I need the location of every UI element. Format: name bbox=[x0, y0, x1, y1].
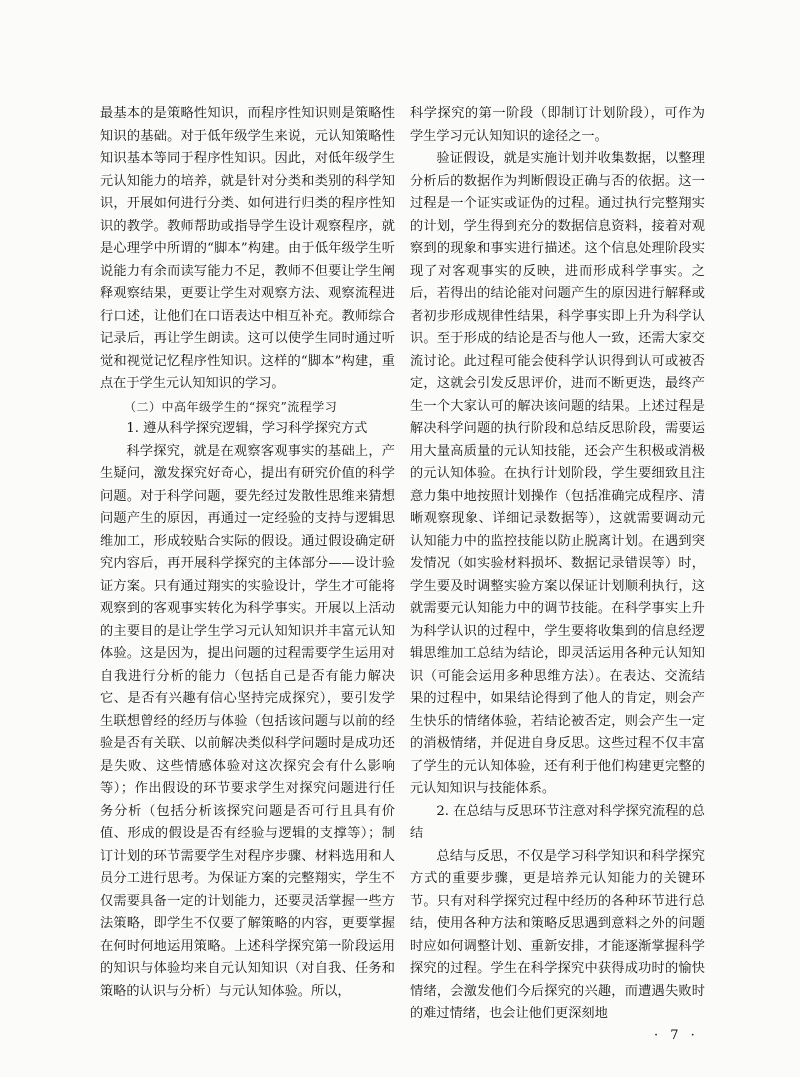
paragraph: 总结与反思，不仅是学习科学知识和科学探究方式的重要步骤，更是培养元认知能力的关键环节。只有对科学探究过程中经历的各种环节进行总结，使用各种方法和策略反思遇到意料之外的问题时应如何调整计划、重新安排，才能逐渐掌握科学探究的过程。学生在科学探究中获得成功时的愉快情绪，会激发他们今后探究的兴趣，而遭遇失败时的难过情绪，也会让他们更深刻地 bbox=[410, 848, 705, 1021]
paragraph: 科学探究，就是在观察客观事实的基础上，产生疑问，激发探究好奇心，提出有研究价值的科学问题。对于科学问题，要先经过发散性思维来猜想问题产生的原因，再通过一定经验的支持与逻辑思维加工，形成较贴合实际的假设。通过假设确定研究内容后，再开展科学探究的主体部分——设计验证方案。只有通过翔实的实验设计，学生才可能将观察到的客观事实转化为科学事实。开展以上活动的主要目的是让学生学习元认知知识并丰富元认知体验。这是因为，提出问题的过程需要学生运用对自我进行分析的能力（包括自己是否有能力解决它、是否有兴趣有信心坚持完成探究），要引发学生联想曾经的经历与体验（包括该问题与以前的经验是否有关联、以前解决类似科学问题时是成功还是失败、这些情感体验对这次探究会有什么影响等）；作出假设的环节要求学生对探究问题进行任务分析（包括分析该探究问题是否可行且具有价值、形成的假设是否有经验与逻辑的支撑等）；制订计划的环节需要学生对程序步骤、材料选用和人员分工进行思考。为保证方案的完整翔实，学生不仅需要具备一定的计划能力，还要灵活掌握一些方法策略，即学生不仅要了解策略的内容，更要掌握在何时何地运用策略。上述科学探究第一阶段运用的知识与体验均来自元认知知识（对自我、任务和策略的认识与分析）与元认知体验。所以， bbox=[100, 443, 395, 999]
paragraph: 最基本的是策略性知识，而程序性知识则是策略性知识的基础。对于低年级学生来说，元认知策略性知识基本等同于程序性知识。因此，对低年级学生元认知能力的培养，就是针对分类和类别的科学知识，开展如何进行分类、如何进行归类的程序性知识的教学。教师帮助或指导学生设计观察程序，就是心理学中所谓的“脚本”构建。由于低年级学生听说能力有余而读写能力不足，教师不但要让学生阐释观察结果，更要让学生对观察方法、观察流程进行口述，让他们在口语表达中相互补充。教师综合记录后，再让学生朗读。这可以使学生同时通过听觉和视觉记忆程序性知识。这样的“脚本”构建，重点在于学生元认知知识的学习。 bbox=[100, 106, 395, 391]
sub-heading: 1. 遵从科学探究逻辑，学习科学探究方式 bbox=[126, 421, 368, 436]
section-heading: （二）中高年级学生的“探究”流程学习 bbox=[124, 399, 338, 414]
paragraph: 科学探究的第一阶段（即制订计划阶段），可作为学生学习元认知知识的途径之一。 bbox=[410, 106, 705, 144]
sub-heading: 2. 在总结与反思环节注意对科学探究流程的总结 bbox=[410, 803, 705, 841]
right-column bbox=[410, 103, 705, 1026]
paragraph: 验证假设，就是实施计划并收集数据，以整理分析后的数据作为判断假设正确与否的依据。这一过程是一个证实或证伪的过程。通过执行完整翔实的计划，学生得到充分的数据信息资料，接着对观察到的现象和事实进行描述。这个信息处理阶段实现了对客观事实的反映，进而形成科学事实。之后，若得出的结论能对问题产生的原因进行解释或者初步形成规律性结果，科学事实即上升为科学认识。至于形成的结论是否与他人一致，还需大家交流讨论。此过程可能会使科学认识得到认可或被否定，这就会引发反思评价，进而不断更迭，最终产生一个大家认可的解决该问题的结果。上述过程是解决科学问题的执行阶段和总结反思阶段，需要运用大量高质量的元认知技能，还会产生积极或消极的元认知体验。在执行计划阶段，学生要细致且注意力集中地按照计划操作（包括准确完成程序、清晰观察现象、详细记录数据等），这就需要调动元认知能力中的监控技能以防止脱离计划。在遇到突发情况（如实验材料损坏、数据记录错误等）时，学生要及时调整实验方案以保证计划顺利执行，这就需要元认知能力中的调节技能。在科学事实上升为科学认识的过程中，学生要将收集到的信息经逻辑思维加工总结为结论，即灵活运用各种元认知知识（可能会运用多种思维方法）。在表达、交流结果的过程中，如果结论得到了他人的肯定，则会产生快乐的情绪体验，若结论被否定，则会产生一定的消极情绪，并促进自身反思。这些过程不仅丰富了学生的元认知体验，还有利于他们构建更完整的元认知知识与技能体系。 bbox=[410, 151, 705, 796]
left-column bbox=[100, 103, 395, 1003]
page-number: · 7 · bbox=[654, 1028, 699, 1043]
